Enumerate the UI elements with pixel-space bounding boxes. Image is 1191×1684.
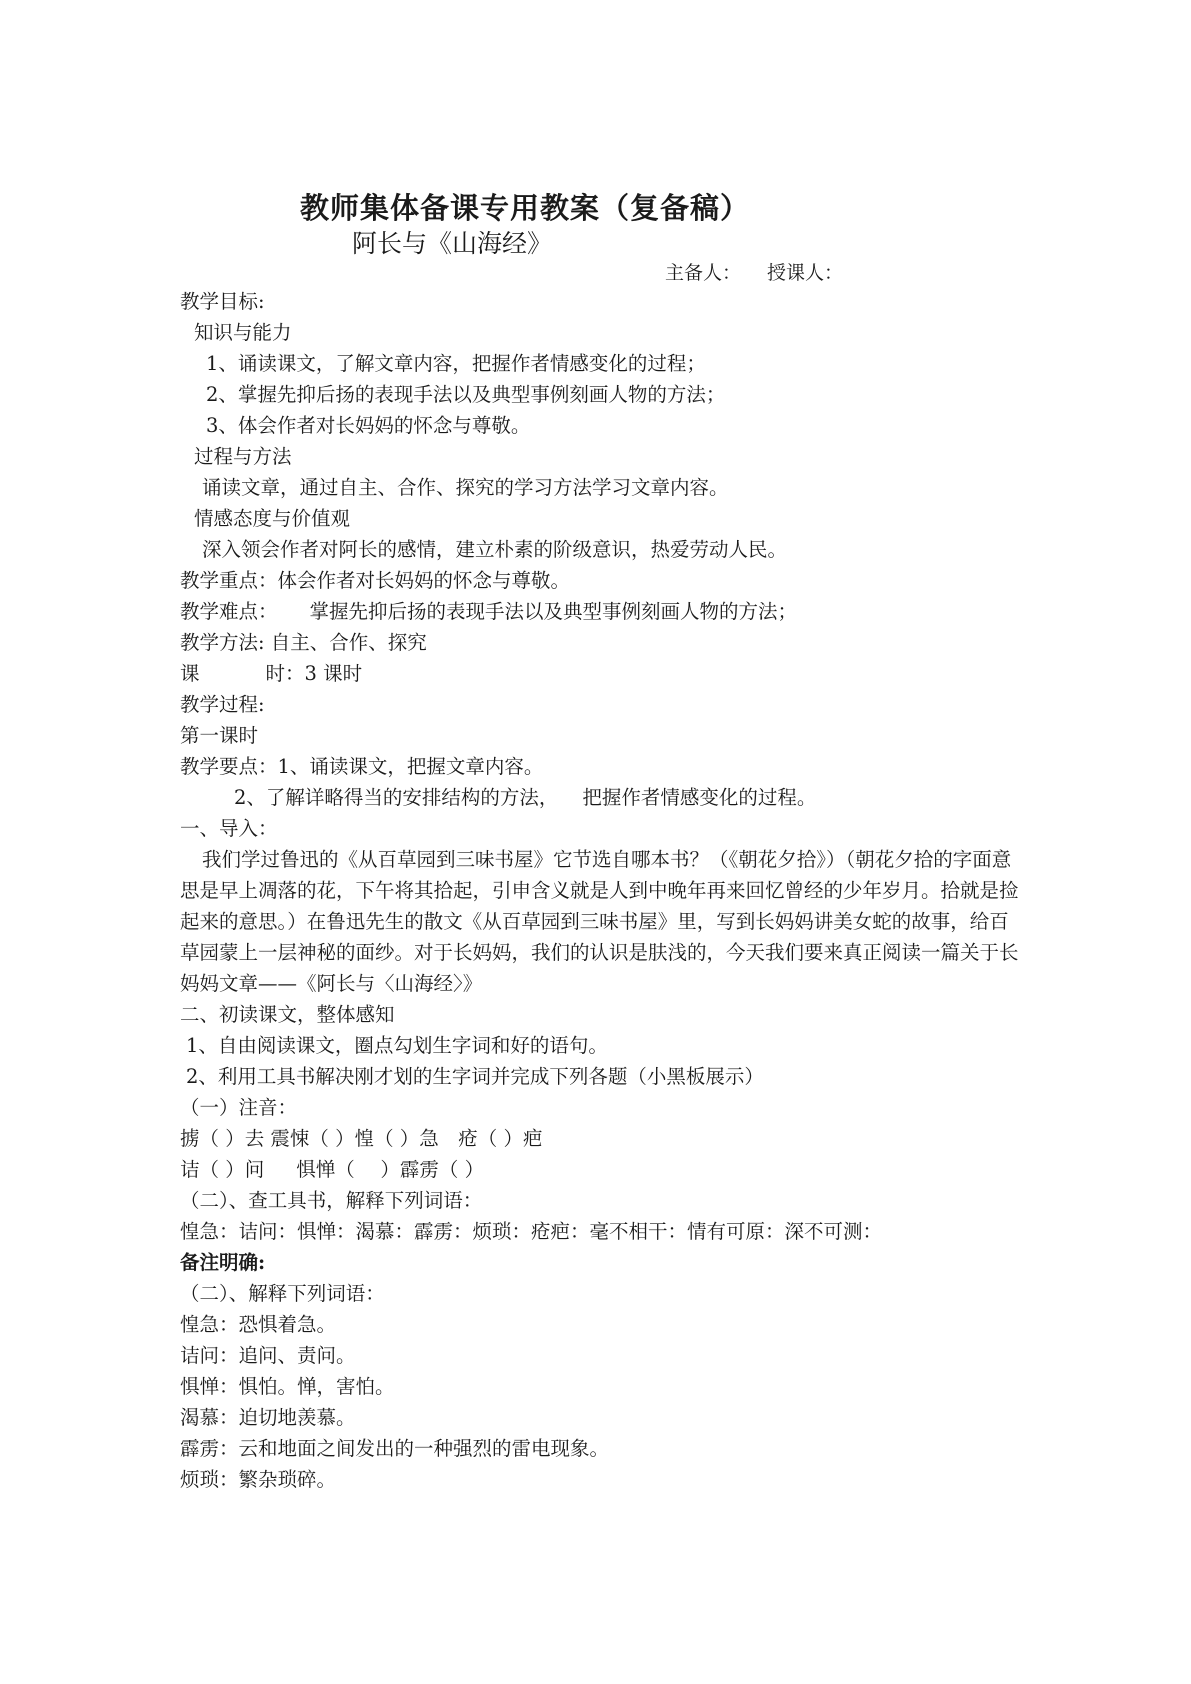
class-hours-label-a: 课	[180, 662, 200, 685]
reading-item: 1、自由阅读课文，圈点勾划生字词和好的语句。	[186, 1034, 608, 1057]
teaching-points-2a: 2、了解详略得当的安排结构的方法，	[234, 786, 559, 809]
knowledge-item: 2、掌握先抑后扬的表现手法以及典型事例刻画人物的方法；	[206, 383, 726, 406]
vocab-list: 惶急：诘问：惧惮：渴慕：霹雳：烦琐：疮疤：毫不相干：情有可原：深不可测：	[180, 1220, 883, 1243]
process-method-heading: 过程与方法	[194, 445, 292, 468]
teaching-points-1: 教学要点：1、诵读课文，把握文章内容。	[180, 755, 544, 778]
intro-paragraph: 我们学过鲁迅的《从百草园到三味书屋》它节选自哪本书？（《朝花夕拾》）（朝花夕拾的字面意思是早上凋落的花，下午将其拾起，引申含义就是人到中晚年再来回忆曾经的少年岁月。拾就是捡起来的意思。）在鲁迅先生的散文《从百草园到三味书屋》里，写到长妈妈讲美女蛇的故事，给百草园蒙上一层神秘的面纱。对于长妈妈，我们的认识是肤浅的，今天我们要来真正阅读一篇关于长妈妈文章——《阿长与〈山海经〉》	[180, 848, 1019, 995]
lesson-one-heading: 第一课时	[180, 724, 259, 747]
phonetic-line-2b: 惧惮（ ）霹雳（ ）	[296, 1158, 485, 1181]
note-entry: 霹雳：云和地面之间发出的一种强烈的雷电现象。	[180, 1437, 610, 1460]
class-hours	[180, 658, 1040, 689]
process-heading: 教学过程:	[180, 693, 265, 716]
difficulty-line	[180, 596, 1040, 627]
difficulty-label: 教学难点：	[180, 600, 278, 623]
knowledge-item: 1、诵读课文，了解文章内容，把握作者情感变化的过程；	[206, 352, 706, 375]
phonetic-line-1: 掳（ ）去 震悚（ ）惶（ ）急 疮（ ）疤	[180, 1127, 543, 1150]
teacher-label: 授课人：	[767, 262, 844, 284]
vocab-heading: （二）、查工具书，解释下列词语：	[180, 1189, 483, 1212]
note-entry: 渴慕：迫切地羡慕。	[180, 1406, 356, 1429]
reading-heading: 二、初读课文，整体感知	[180, 1003, 395, 1026]
preparer-line	[665, 258, 843, 285]
intro-heading: 一、导入：	[180, 817, 278, 840]
teaching-method: 教学方法: 自主、合作、探究	[180, 631, 427, 654]
notes-heading: 备注明确:	[180, 1251, 266, 1274]
goals-heading: 教学目标:	[180, 290, 265, 313]
phonetic-line-2	[180, 1154, 1040, 1185]
reading-item: 2、利用工具书解决刚才划的生字词并完成下列各题（小黑板展示）	[186, 1065, 764, 1088]
emotion-heading: 情感态度与价值观	[194, 507, 351, 530]
preparer-label: 主备人：	[665, 262, 742, 284]
teaching-points-2	[180, 782, 1040, 813]
teaching-points-2b: 把握作者情感变化的过程。	[582, 786, 817, 809]
note-entry: 惶急：恐惧着急。	[180, 1313, 337, 1336]
knowledge-heading: 知识与能力	[194, 321, 292, 344]
document-body	[180, 286, 1040, 1495]
knowledge-item: 3、体会作者对长妈妈的怀念与尊敬。	[206, 414, 531, 437]
phonetic-heading: （一）注音：	[180, 1096, 298, 1119]
class-hours-label-b: 时：3 课时	[265, 662, 363, 685]
document-title: 教师集体备课专用教案（复备稿）	[300, 191, 751, 225]
difficulty-text: 掌握先抑后扬的表现手法以及典型事例刻画人物的方法；	[309, 600, 798, 623]
lesson-subtitle: 阿长与《山海经》	[352, 229, 553, 258]
phonetic-line-2a: 诘（ ）问	[180, 1158, 265, 1181]
note-entry: 烦琐：繁杂琐碎。	[180, 1468, 337, 1491]
emotion-text: 深入领会作者对阿长的感情，建立朴素的阶级意识，热爱劳动人民。	[202, 538, 788, 561]
process-method-text: 诵读文章，通过自主、合作、探究的学习方法学习文章内容。	[202, 476, 729, 499]
notes-subheading: （二）、解释下列词语：	[180, 1282, 385, 1305]
note-entry: 惧惮：惧怕。惮，害怕。	[180, 1375, 395, 1398]
note-entry: 诘问：追问、责问。	[180, 1344, 356, 1367]
key-point: 教学重点：体会作者对长妈妈的怀念与尊敬。	[180, 569, 571, 592]
